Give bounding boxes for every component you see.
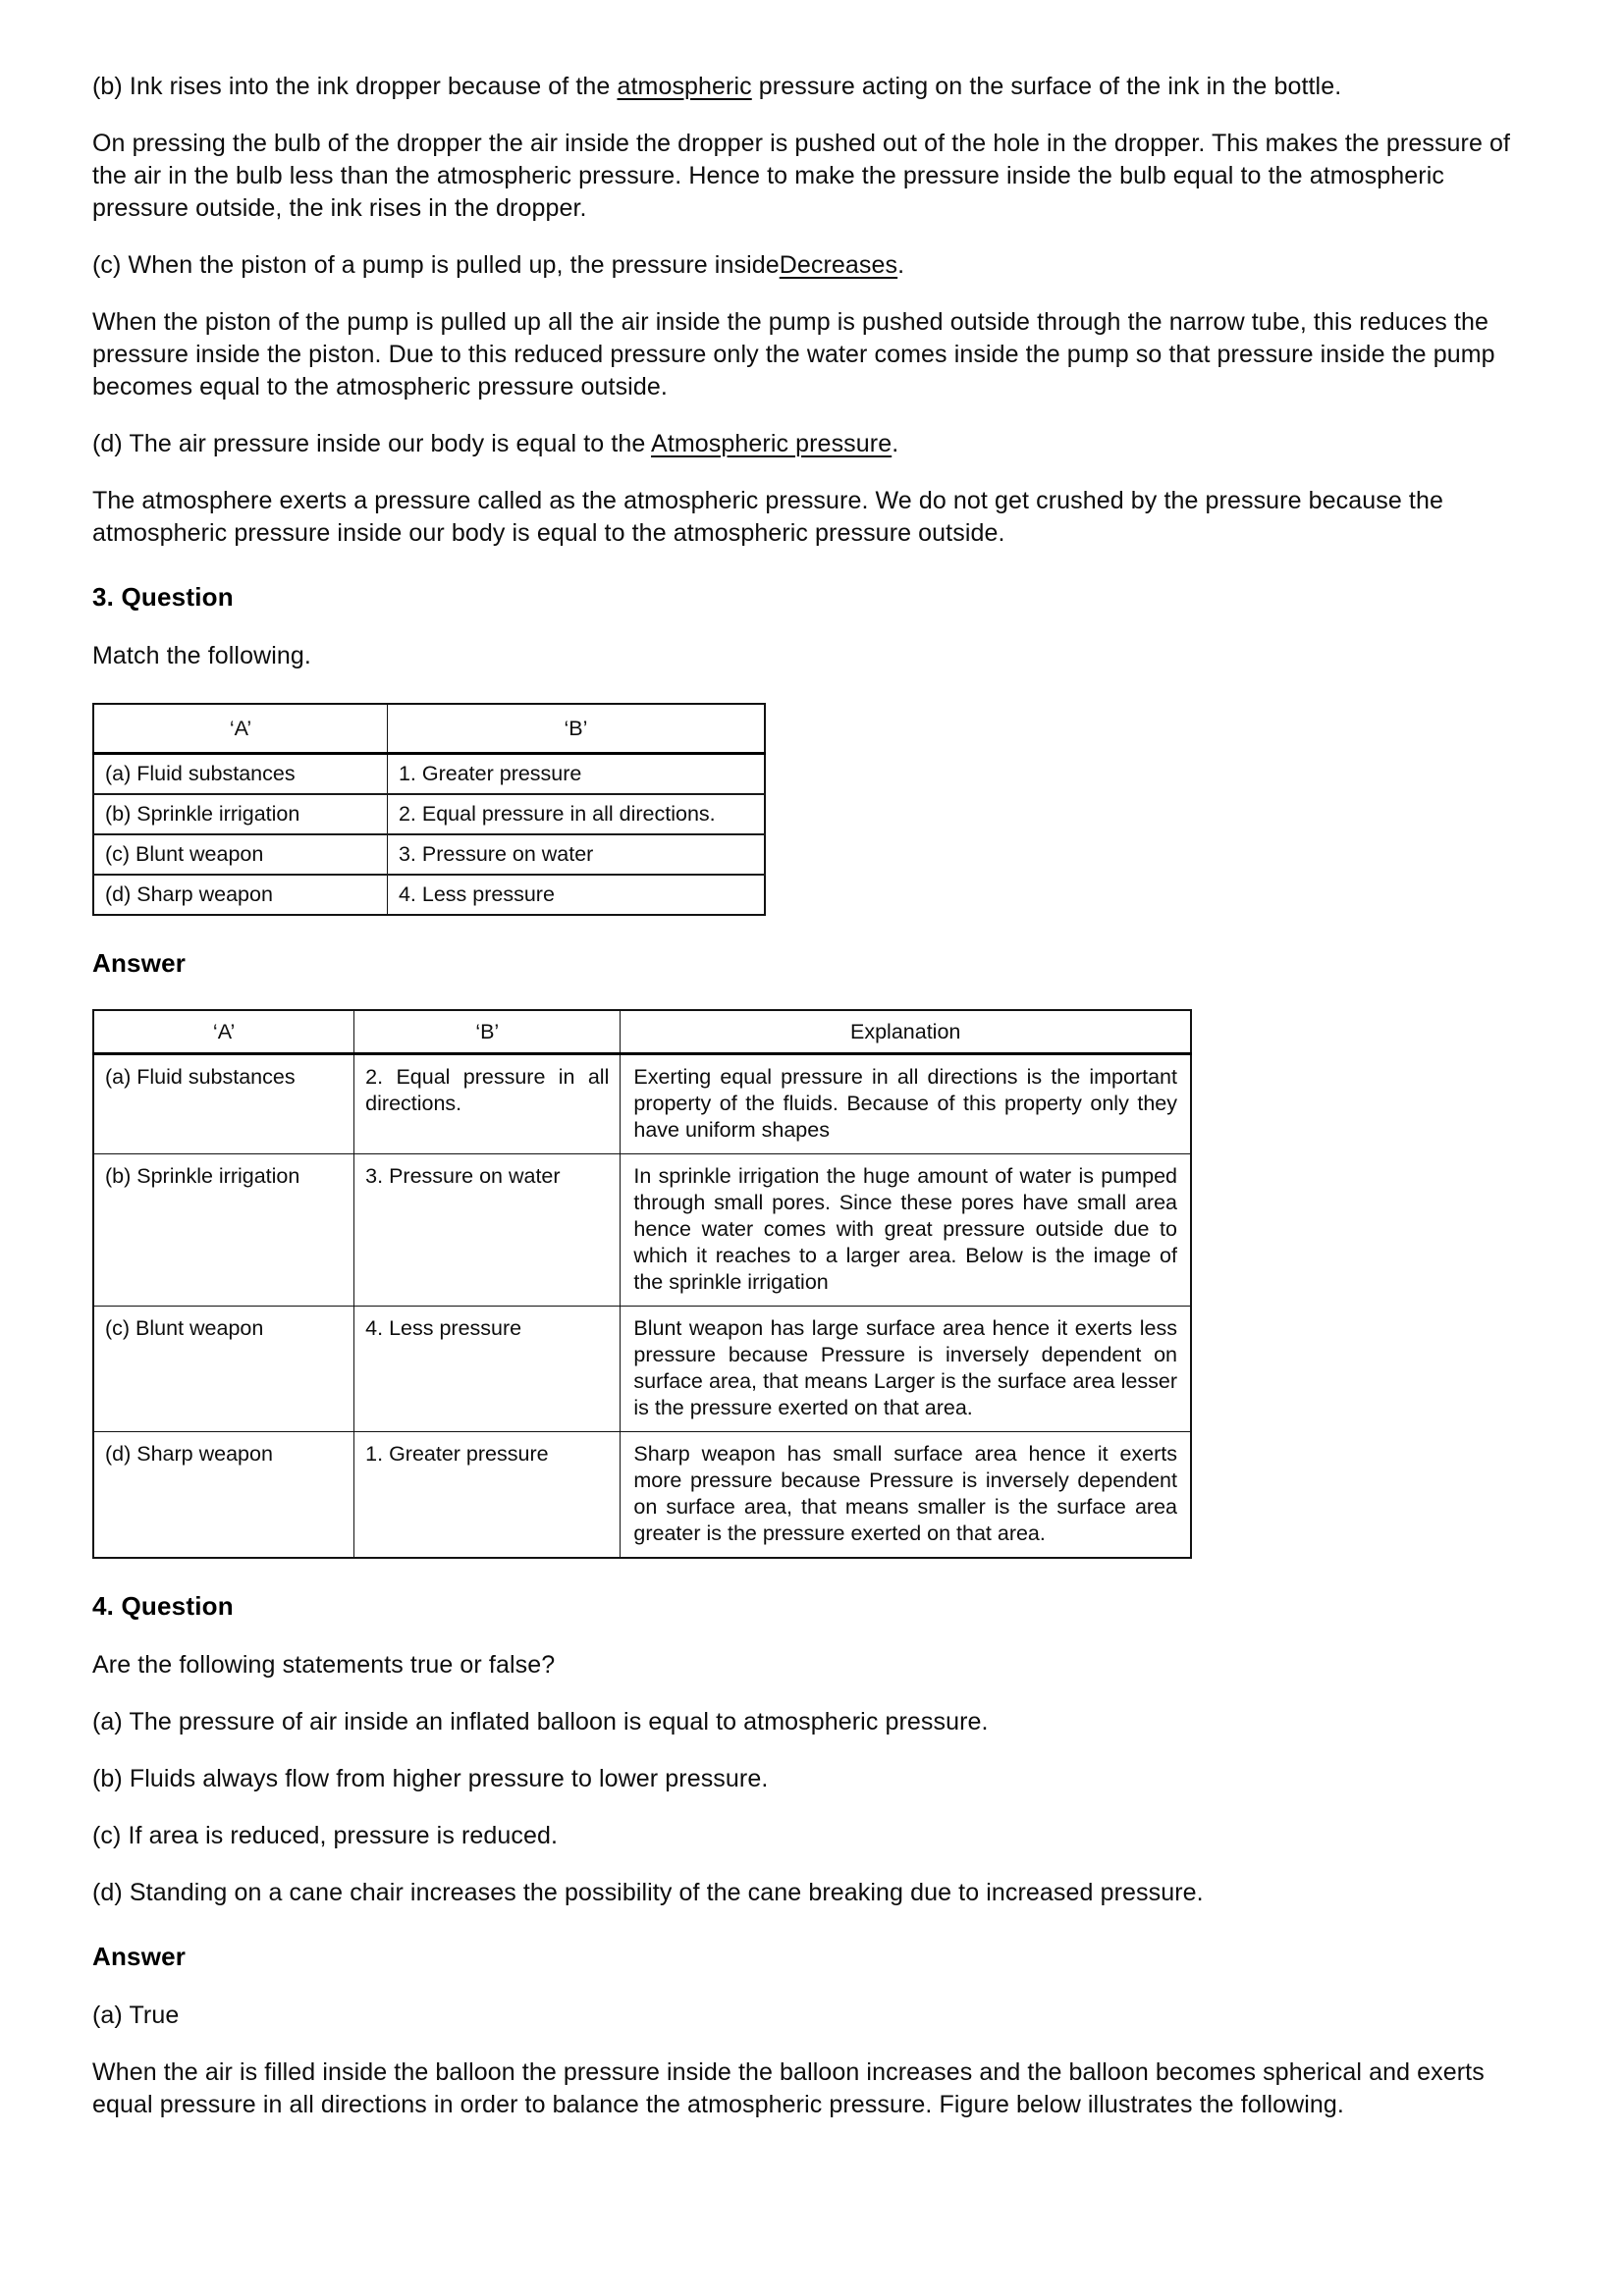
match-cell-a: (c) Blunt weapon bbox=[93, 834, 387, 875]
match-row bbox=[93, 834, 765, 875]
statement-c-pre: (c) When the piston of a pump is pulled up, the pressure inside bbox=[92, 251, 780, 279]
match-cell-b: 4. Less pressure bbox=[387, 875, 765, 915]
tf-statement-c: (c) If area is reduced, pressure is reduced. bbox=[92, 1822, 559, 1849]
answer-header-row bbox=[93, 1010, 1191, 1054]
match-row bbox=[93, 875, 765, 915]
answer-cell-b: 2. Equal pressure in all directions. bbox=[354, 1054, 621, 1154]
explanation-paragraph-b: On pressing the bulb of the dropper the air inside the dropper is pushed out of the hole in the dropper. This makes the pressure of the air in the bulb less than the atmospheric pressure. Hence to make the pressure inside the bulb equal to the atmospheric pressure outside, the ink rises in the dropper. bbox=[92, 130, 1511, 222]
tf-statement-a: (a) The pressure of air inside an inflated balloon is equal to atmospheric pressure. bbox=[92, 1708, 989, 1735]
match-cell-a: (a) Fluid substances bbox=[93, 754, 387, 795]
statement-c-post: . bbox=[897, 251, 905, 279]
answer-heading-q4: Answer bbox=[92, 1942, 187, 1971]
statement-d-pre: (d) The air pressure inside our body is equal to the bbox=[92, 430, 652, 457]
match-cell-a: (b) Sprinkle irrigation bbox=[93, 794, 387, 834]
explanation-paragraph-d: The atmosphere exerts a pressure called as the atmospheric pressure. We do not get crushed by the pressure because the atmospheric pressure inside our body is equal to the atmospheric pressure outside. bbox=[92, 487, 1443, 547]
underlined-answer-c: Decreases bbox=[779, 251, 898, 279]
match-intro: Match the following. bbox=[92, 642, 311, 669]
answer-row bbox=[93, 1054, 1191, 1154]
statement-b-pre: (b) Ink rises into the ink dropper because of the bbox=[92, 73, 618, 100]
answer-cell-explanation: Sharp weapon has small surface area hence it exerts more pressure because Pressure is inversely dependent on surface area, that means smaller is the surface area greater is the pressure exerted on that area. bbox=[621, 1432, 1191, 1559]
match-row bbox=[93, 754, 765, 795]
answer-cell-explanation: In sprinkle irrigation the huge amount of water is pumped through small pores. Since these pores have small area hence water comes with great pressure outside due to which it reaches to a larger area. Below is the image of the sprinkle irrigation bbox=[621, 1154, 1191, 1307]
statement-b-post: pressure acting on the surface of the ink in the bottle. bbox=[751, 73, 1342, 100]
match-cell-b: 1. Greater pressure bbox=[387, 754, 765, 795]
answer-cell-explanation: Exerting equal pressure in all directions is the important property of the fluids. Because of this property only they have uniform shapes bbox=[621, 1054, 1191, 1154]
answer-row bbox=[93, 1307, 1191, 1432]
answer-cell-explanation: Blunt weapon has large surface area hence it exerts less pressure because Pressure is inversely dependent on surface area, that means Larger is the surface area lesser is the pressure exerted on that area. bbox=[621, 1307, 1191, 1432]
answer-header-a: ‘A’ bbox=[93, 1010, 354, 1054]
fill-blank-statement-b bbox=[92, 71, 1533, 103]
answer-row bbox=[93, 1154, 1191, 1307]
answer-cell-b: 1. Greater pressure bbox=[354, 1432, 621, 1559]
answer-explanation: When the air is filled inside the balloon the pressure inside the balloon increases and the balloon becomes spherical and exerts equal pressure in all directions in order to balance the atmospheric pressure. Figure below illustrates the following. bbox=[92, 2058, 1485, 2118]
fill-blank-statement-d bbox=[92, 428, 1533, 460]
match-header-b: ‘B’ bbox=[387, 704, 765, 754]
tf-statement-d: (d) Standing on a cane chair increases the possibility of the cane breaking due to increased pressure. bbox=[92, 1879, 1204, 1906]
answer-header-b: ‘B’ bbox=[354, 1010, 621, 1054]
underlined-answer-d: Atmospheric pressure bbox=[651, 430, 893, 457]
explanation-paragraph-c: When the piston of the pump is pulled up all the air inside the pump is pushed outside through the narrow tube, this reduces the pressure inside the piston. Due to this reduced pressure only the water comes inside the pump so that pressure inside the pump becomes equal to the atmospheric pressure outside. bbox=[92, 308, 1495, 400]
answer-cell-a: (a) Fluid substances bbox=[93, 1054, 354, 1154]
true-false-intro: Are the following statements true or false? bbox=[92, 1651, 556, 1679]
match-header-a: ‘A’ bbox=[93, 704, 387, 754]
answer-table bbox=[92, 1009, 1192, 1559]
answer-header-explanation: Explanation bbox=[621, 1010, 1191, 1054]
answer-cell-b: 4. Less pressure bbox=[354, 1307, 621, 1432]
question-3-heading: 3. Question bbox=[92, 582, 234, 612]
answer-cell-a: (c) Blunt weapon bbox=[93, 1307, 354, 1432]
match-cell-b: 2. Equal pressure in all directions. bbox=[387, 794, 765, 834]
answer-cell-b: 3. Pressure on water bbox=[354, 1154, 621, 1307]
answer-cell-a: (b) Sprinkle irrigation bbox=[93, 1154, 354, 1307]
match-cell-b: 3. Pressure on water bbox=[387, 834, 765, 875]
answer-verdict: (a) True bbox=[92, 2002, 180, 2029]
answer-heading-q3: Answer bbox=[92, 948, 187, 978]
answer-row bbox=[93, 1432, 1191, 1559]
match-header-row bbox=[93, 704, 765, 754]
underlined-answer-b: atmospheric bbox=[617, 73, 752, 100]
fill-blank-statement-c bbox=[92, 249, 1533, 282]
question-4-heading: 4. Question bbox=[92, 1591, 234, 1621]
match-row bbox=[93, 794, 765, 834]
match-table bbox=[92, 703, 766, 916]
match-cell-a: (d) Sharp weapon bbox=[93, 875, 387, 915]
answer-cell-a: (d) Sharp weapon bbox=[93, 1432, 354, 1559]
tf-statement-b: (b) Fluids always flow from higher pressure to lower pressure. bbox=[92, 1765, 769, 1792]
statement-d-post: . bbox=[892, 430, 899, 457]
